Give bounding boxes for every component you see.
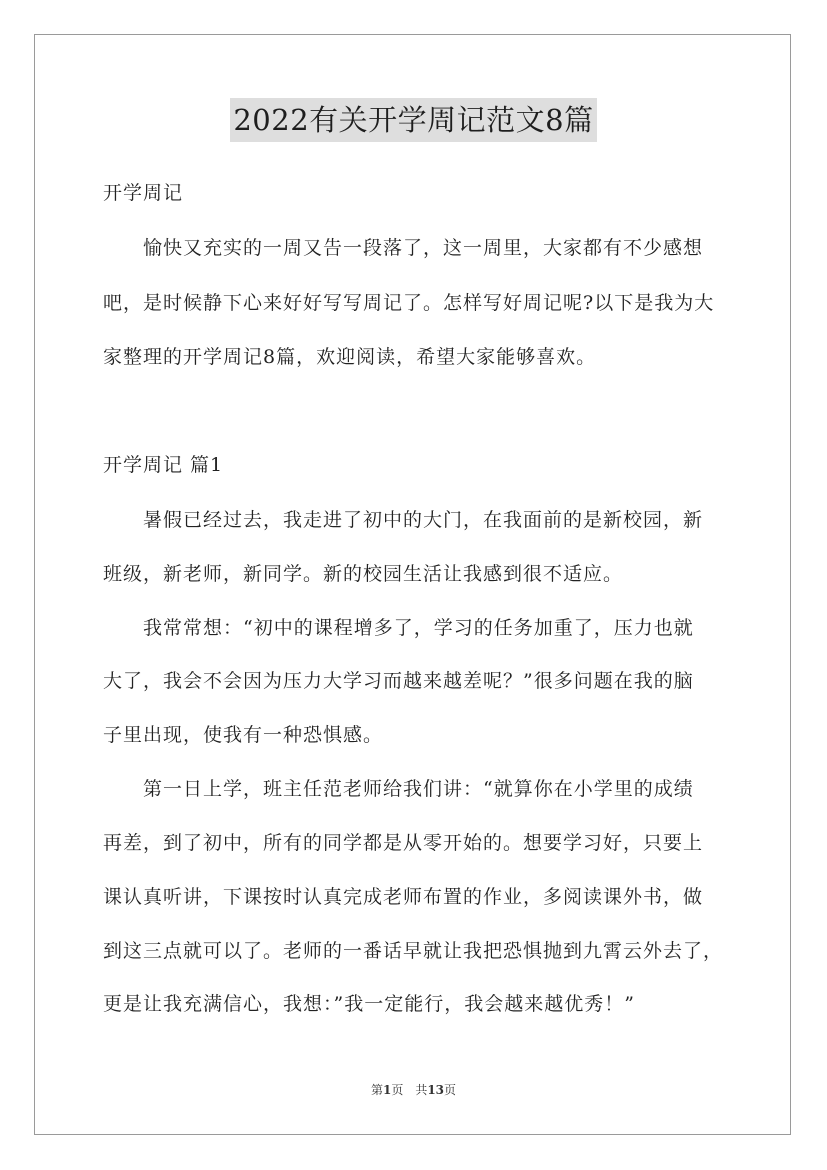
- paragraph-line: 课认真听讲，下课按时认真完成老师布置的作业，多阅读课外书，做: [103, 886, 704, 908]
- page-label-mid: 页 共: [391, 1083, 428, 1097]
- section-heading: 开学周记 篇1: [103, 454, 224, 476]
- paragraph-line: 再差，到了初中，所有的同学都是从零开始的。想要学习好，只要上: [103, 832, 704, 854]
- paragraph-line: 愉快又充实的一周又告一段落了，这一周里，大家都有不少感想: [103, 237, 704, 259]
- page-label-suffix: 页: [444, 1083, 457, 1097]
- page-label-prefix: 第: [370, 1083, 383, 1097]
- paragraph-line: 家整理的开学周记8篇，欢迎阅读，希望大家能够喜欢。: [103, 346, 597, 368]
- page-number: 1: [382, 1083, 392, 1097]
- document-title: 2022有关开学周记范文8篇: [230, 98, 596, 142]
- paragraph-line: 我常常想：“初中的课程增多了，学习的任务加重了，压力也就: [103, 617, 694, 639]
- section-heading: 开学周记: [103, 182, 184, 204]
- paragraph-line: 第一日上学，班主任范老师给我们讲：“就算你在小学里的成绩: [103, 778, 694, 800]
- paragraph-line: 到这三点就可以了。老师的一番话早就让我把恐惧抛到九霄云外去了，: [103, 940, 724, 962]
- paragraph-line: 更是让我充满信心，我想：”我一定能行，我会越来越优秀！”: [103, 993, 635, 1015]
- title-container: [0, 98, 827, 142]
- paragraph-line: 班级，新老师，新同学。新的校园生活让我感到很不适应。: [103, 563, 624, 585]
- page-footer: [0, 1081, 827, 1098]
- paragraph-line: 大了，我会不会因为压力大学习而越来越差呢？”很多问题在我的脑: [103, 670, 694, 692]
- paragraph-line: 吧，是时候静下心来好好写写周记了。怎样写好周记呢?以下是我为大: [103, 292, 715, 314]
- paragraph-line: 子里出现，使我有一种恐惧感。: [103, 724, 384, 746]
- paragraph-line: 暑假已经过去，我走进了初中的大门，在我面前的是新校园，新: [103, 509, 704, 531]
- page-total: 13: [427, 1083, 445, 1097]
